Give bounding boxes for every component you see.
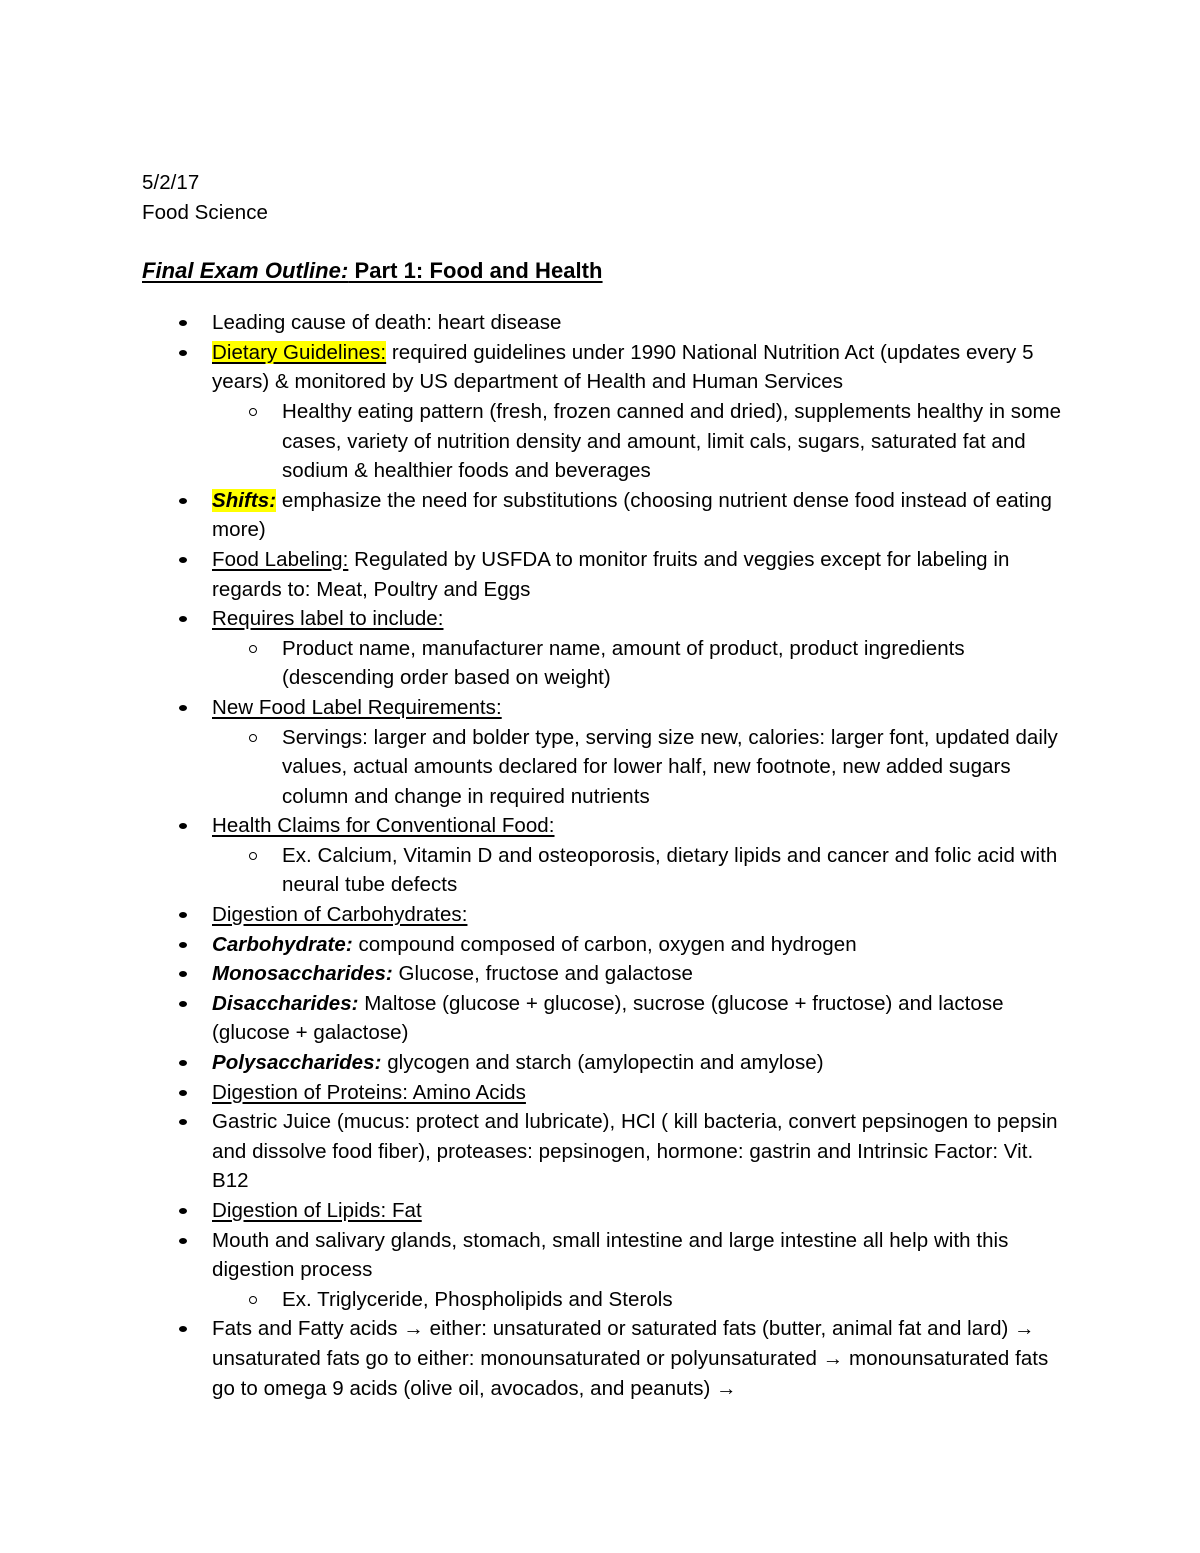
list-item: Dietary Guidelines: required guidelines under 1990 National Nutrition Act (updates every 5 years) & monitored by US department of Health and Human Services	[142, 338, 1062, 397]
list-item: Disaccharides: Maltose (glucose + glucose), sucrose (glucose + fructose) and lactose (glucose + galactose)	[142, 989, 1062, 1048]
food-labeling-label: Food Labeling:	[212, 547, 349, 571]
list-item: Requires label to include:	[142, 604, 1062, 634]
list-item-highlighted: Monosaccharides: Glucose, fructose and galactose	[142, 959, 1062, 989]
list-item: New Food Label Requirements:	[142, 693, 1062, 723]
document-page	[142, 168, 1062, 1403]
list-item: Food Labeling: Regulated by USFDA to monitor fruits and veggies except for labeling in regards to: Meat, Poultry and Eggs	[142, 545, 1062, 604]
list-item: Fats and Fatty acids → either: unsaturated or saturated fats (butter, animal fat and lard) → unsaturated fats go to either: monounsaturated or polyunsaturated → monounsaturated fats go to omega 9 acids (olive oil, avocados, and peanuts) →	[142, 1314, 1062, 1403]
list-item: Digestion of Lipids: Fat	[142, 1196, 1062, 1226]
title-italic: Final Exam Outline:	[142, 258, 349, 284]
list-item: Digestion of Proteins: Amino Acids	[142, 1078, 1062, 1108]
list-item: Gastric Juice (mucus: protect and lubricate), HCl ( kill bacteria, convert pepsinogen to pepsin and dissolve food fiber), proteases: pepsinogen, hormone: gastrin and Intrinsic Factor: Vit. B12	[142, 1107, 1062, 1196]
outline-title	[142, 256, 1062, 286]
list-item: Carbohydrate: compound composed of carbon, oxygen and hydrogen	[142, 930, 1062, 960]
shifts-label: Shifts:	[212, 488, 277, 512]
sub-list-item: Healthy eating pattern (fresh, frozen canned and dried), supplements healthy in some cases, variety of nutrition density and amount, limit cals, sugars, saturated fat and sodium & healthier foods and beverages	[142, 397, 1062, 486]
sub-list-item: Product name, manufacturer name, amount of product, product ingredients (descending order based on weight)	[142, 634, 1062, 693]
list-item: Leading cause of death: heart disease	[142, 308, 1062, 338]
date-line: 5/2/17	[142, 171, 200, 194]
sub-list-item: Ex. Triglyceride, Phospholipids and Sterols	[142, 1285, 1062, 1315]
list-item: Health Claims for Conventional Food:	[142, 811, 1062, 841]
sub-list-item: Ex. Calcium, Vitamin D and osteoporosis, dietary lipids and cancer and folic acid with neural tube defects	[142, 841, 1062, 900]
dietary-guidelines-label: Dietary Guidelines:	[212, 340, 387, 364]
list-item: Digestion of Carbohydrates:	[142, 900, 1062, 930]
title-bold: Part 1: Food and Health	[348, 258, 603, 284]
outline-list	[142, 308, 1062, 1403]
list-item: Polysaccharides: glycogen and starch (amylopectin and amylose)	[142, 1048, 1062, 1078]
list-item: Mouth and salivary glands, stomach, small intestine and large intestine all help with this digestion process	[142, 1226, 1062, 1285]
sub-list-item: Servings: larger and bolder type, serving size new, calories: larger font, updated daily values, actual amounts declared for lower half, new footnote, new added sugars column and change in required nutrients	[142, 723, 1062, 812]
course-line: Food Science	[142, 200, 268, 224]
list-item: Shifts: emphasize the need for substitutions (choosing nutrient dense food instead of eating more)	[142, 486, 1062, 545]
